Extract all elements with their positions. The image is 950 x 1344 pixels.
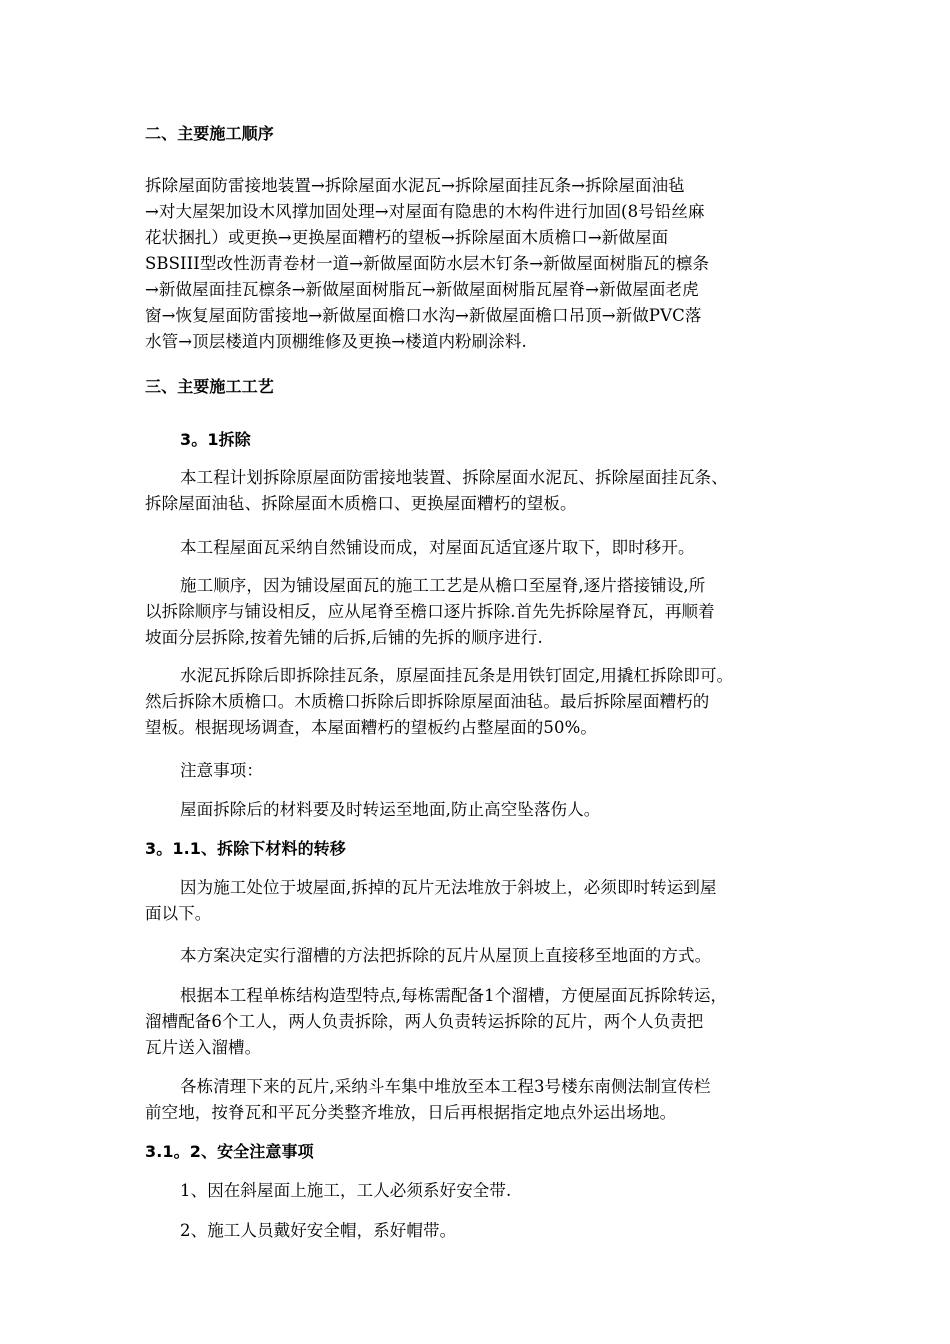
paragraph-line: 坡面分层拆除,按着先铺的后拆,后铺的先拆的顺序进行. bbox=[145, 628, 543, 647]
section-heading-construction-sequence: 二、主要施工顺序 bbox=[145, 124, 274, 143]
paragraph-line: 水泥瓦拆除后即拆除挂瓦条，原屋面挂瓦条是用铁钉固定,用撬杠拆除即可。 bbox=[180, 666, 734, 685]
paragraph-line: 以拆除顺序与铺设相反，应从尾脊至檐口逐片拆除.首先先拆除屋脊瓦，再顺着 bbox=[145, 602, 715, 621]
sequence-line: →新做屋面挂瓦檩条→新做屋面树脂瓦→新做屋面树脂瓦屋脊→新做屋面老虎 bbox=[145, 280, 699, 299]
subsection-heading-safety-notes: 3.1。2、安全注意事项 bbox=[145, 1142, 314, 1161]
paragraph-line: 本工程计划拆除原屋面防雷接地装置、拆除屋面水泥瓦、拆除屋面挂瓦条、 bbox=[180, 468, 728, 487]
paragraph-line: 根据本工程单栋结构造型特点,每栋需配备1个溜槽，方便屋面瓦拆除转运， bbox=[180, 986, 728, 1005]
paragraph-line: 瓦片送入溜槽。 bbox=[145, 1038, 262, 1057]
paragraph-line: 因为施工处位于坡屋面,拆掉的瓦片无法堆放于斜坡上，必须即时转运到屋 bbox=[180, 878, 717, 897]
paragraph-line: 施工顺序，因为铺设屋面瓦的施工工艺是从檐口至屋脊,逐片搭接铺设,所 bbox=[180, 576, 706, 595]
paragraph-line: 面以下。 bbox=[145, 904, 212, 923]
paragraph-line: 本方案决定实行溜槽的方法把拆除的瓦片从屋顶上直接移至地面的方式。 bbox=[180, 946, 712, 965]
paragraph-line: 然后拆除木质檐口。木质檐口拆除后即拆除原屋面油毡。最后拆除屋面糟朽的 bbox=[145, 692, 710, 711]
paragraph-line: 本工程屋面瓦采纳自然铺设而成，对屋面瓦适宜逐片取下，即时移开。 bbox=[180, 538, 695, 557]
safety-item: 2、施工人员戴好安全帽，系好帽带。 bbox=[180, 1221, 457, 1240]
sequence-line: 拆除屋面防雷接地装置→拆除屋面水泥瓦→拆除屋面挂瓦条→拆除屋面油毡 bbox=[145, 176, 685, 195]
note-label: 注意事项： bbox=[180, 761, 263, 780]
sequence-line: 水管→顶层楼道内顶棚维修及更换→楼道内粉刷涂料. bbox=[145, 332, 527, 351]
section-heading-construction-process: 三、主要施工工艺 bbox=[145, 377, 274, 396]
paragraph-line: 拆除屋面油毡、拆除屋面木质檐口、更换屋面糟朽的望板。 bbox=[145, 494, 577, 513]
paragraph-line: 望板。根据现场调查，本屋面糟朽的望板约占整屋面的50%。 bbox=[145, 718, 597, 737]
paragraph-line: 溜槽配备6个工人，两人负责拆除，两人负责转运拆除的瓦片，两个人负责把 bbox=[145, 1012, 704, 1031]
note-text: 屋面拆除后的材料要及时转运至地面,防止高空坠落伤人。 bbox=[180, 800, 601, 819]
subsection-heading-material-transfer: 3。1.1、拆除下材料的转移 bbox=[145, 839, 346, 858]
sequence-line: 花状捆扎）或更换→更换屋面糟朽的望板→拆除屋面木质檐口→新做屋面 bbox=[145, 228, 669, 247]
sequence-line: →对大屋架加设木风撑加固处理→对屋面有隐患的木构件进行加固(8号铅丝麻 bbox=[145, 202, 705, 221]
sequence-line: SBSIII型改性沥青卷材一道→新做屋面防水层木钉条→新做屋面树脂瓦的檩条 bbox=[145, 254, 710, 273]
sequence-line: 窗→恢复屋面防雷接地→新做屋面檐口水沟→新做屋面檐口吊顶→新做PVC落 bbox=[145, 306, 702, 325]
paragraph-line: 各栋清理下来的瓦片,采纳斗车集中堆放至本工程3号楼东南侧法制宣传栏 bbox=[180, 1077, 711, 1096]
safety-item: 1、因在斜屋面上施工，工人必须系好安全带. bbox=[180, 1181, 512, 1200]
subsection-heading-demolition: 3。1拆除 bbox=[180, 430, 251, 449]
paragraph-line: 前空地，按脊瓦和平瓦分类整齐堆放，日后再根据指定地点外运出场地。 bbox=[145, 1103, 677, 1122]
